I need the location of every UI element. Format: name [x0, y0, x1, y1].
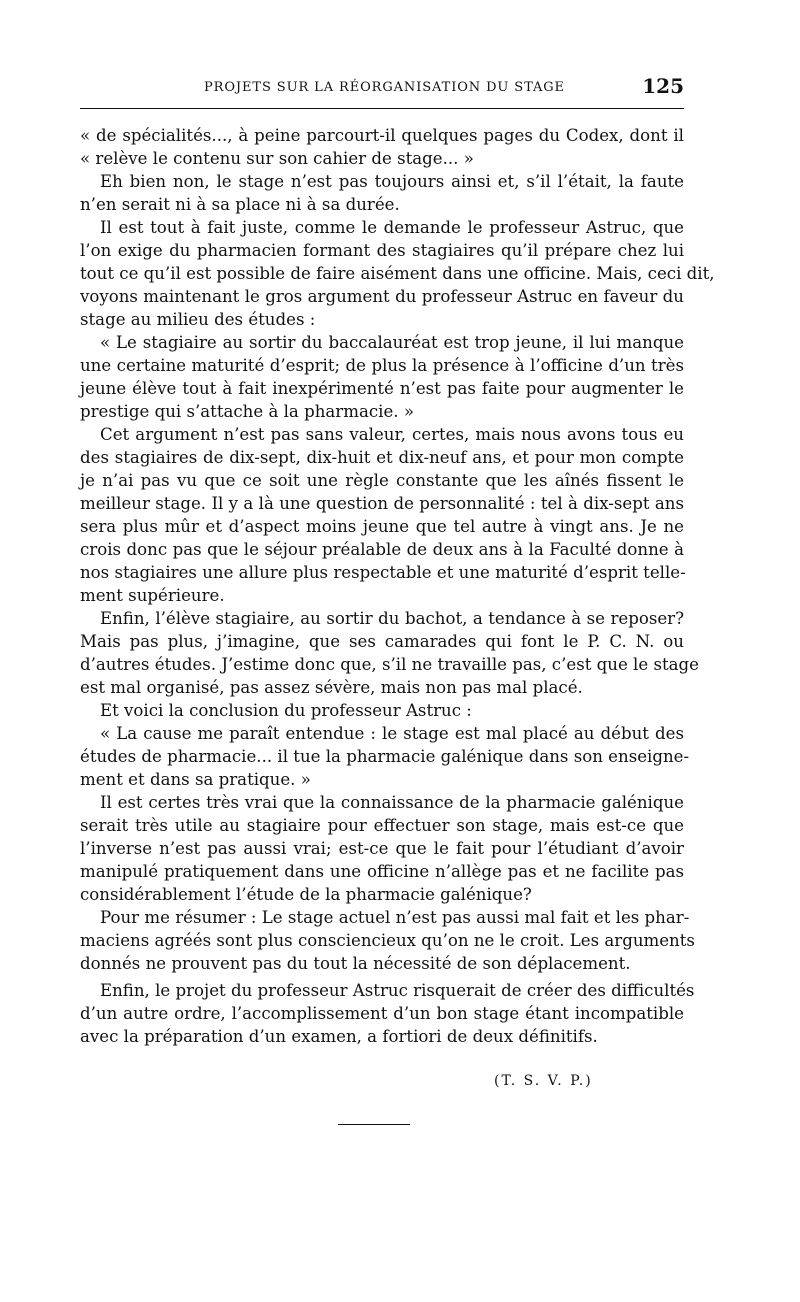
text-line: Enfin, le projet du professeur Astruc risquerait de créer des difficultés [100, 981, 695, 1000]
text-line: donnés ne prouvent pas du tout la nécessité de son déplacement. [80, 954, 631, 973]
text-line: Cet argument n’est pas sans valeur, certes, mais nous avons tous eu [100, 425, 684, 444]
text-line: Pour me résumer : Le stage actuel n’est pas aussi mal fait et les phar- [100, 908, 690, 927]
text-line: Eh bien non, le stage n’est pas toujours ainsi et, s’il l’était, la faute [100, 172, 684, 191]
text-line: « de spécialités..., à peine parcourt-il quelques pages du Codex, dont il [80, 126, 684, 145]
text-line: n’en serait ni à sa place ni à sa durée. [80, 195, 400, 214]
text-line: l’on exige du pharmacien formant des stagiaires qu’il prépare chez lui [80, 241, 684, 260]
text-line: avec la préparation d’un examen, a fortiori de deux définitifs. [80, 1027, 598, 1046]
body-text [80, 124, 715, 1048]
text-line: ment et dans sa pratique. » [80, 770, 311, 789]
text-line: Et voici la conclusion du professeur Astruc : [100, 701, 472, 720]
running-head: PROJETS SUR LA RÉORGANISATION DU STAGE [204, 80, 565, 95]
text-line: sera plus mûr et d’aspect moins jeune que tel autre à vingt ans. Je ne [80, 517, 684, 536]
text-line: voyons maintenant le gros argument du professeur Astruc en faveur du [80, 287, 684, 306]
text-line: l’inverse n’est pas aussi vrai; est-ce que le fait pour l’étudiant d’avoir [80, 839, 684, 858]
continued-note: (T. S. V. P.) [494, 1073, 593, 1089]
text-line: « relève le contenu sur son cahier de stage... » [80, 149, 474, 168]
text-line: Il est tout à fait juste, comme le demande le professeur Astruc, que [100, 218, 684, 237]
text-line: d’autres études. J’estime donc que, s’il ne travaille pas, c’est que le stage [80, 655, 699, 674]
text-line: prestige qui s’attache à la pharmacie. » [80, 402, 414, 421]
text-line: jeune élève tout à fait inexpérimenté n’est pas faite pour augmenter le [80, 379, 684, 398]
text-line: manipulé pratiquement dans une officine n’allège pas et ne facilite pas [80, 862, 684, 881]
text-line: serait très utile au stagiaire pour effectuer son stage, mais est-ce que [80, 816, 684, 835]
text-line: considérablement l’étude de la pharmacie galénique? [80, 885, 532, 904]
page-header [80, 74, 684, 102]
page-number: 125 [642, 74, 684, 98]
text-line: Mais pas plus, j’imagine, que ses camarades qui font le P. C. N. ou [80, 632, 684, 651]
text-line: je n’ai pas vu que ce soit une règle constante que les aînés fissent le [80, 471, 684, 490]
text-line: études de pharmacie... il tue la pharmacie galénique dans son enseigne- [80, 747, 690, 766]
text-line: tout ce qu’il est possible de faire aisément dans une officine. Mais, ceci dit, [80, 264, 715, 283]
text-line: « Le stagiaire au sortir du baccalauréat est trop jeune, il lui manque [100, 333, 684, 352]
text-line: une certaine maturité d’esprit; de plus la présence à l’officine d’un très [80, 356, 684, 375]
text-line: Il est certes très vrai que la connaissance de la pharmacie galénique [100, 793, 684, 812]
text-line: d’un autre ordre, l’accomplissement d’un bon stage étant incompatible [80, 1004, 684, 1023]
text-line: des stagiaires de dix-sept, dix-huit et dix-neuf ans, et pour mon compte [80, 448, 684, 467]
text-line: nos stagiaires une allure plus respectable et une maturité d’esprit telle- [80, 563, 686, 582]
text-line: meilleur stage. Il y a là une question de personnalité : tel à dix-sept ans [80, 494, 684, 513]
text-line: stage au milieu des études : [80, 310, 316, 329]
text-line: ment supérieure. [80, 586, 225, 605]
header-rule [80, 108, 684, 109]
text-line: crois donc pas que le séjour préalable de deux ans à la Faculté donne à [80, 540, 684, 559]
end-rule [338, 1124, 410, 1125]
text-line: maciens agréés sont plus consciencieux qu’on ne le croit. Les arguments [80, 931, 695, 950]
text-line: Enfin, l’élève stagiaire, au sortir du bachot, a tendance à se reposer? [100, 609, 684, 628]
text-line: est mal organisé, pas assez sévère, mais non pas mal placé. [80, 678, 583, 697]
text-line: « La cause me paraît entendue : le stage est mal placé au début des [100, 724, 684, 743]
